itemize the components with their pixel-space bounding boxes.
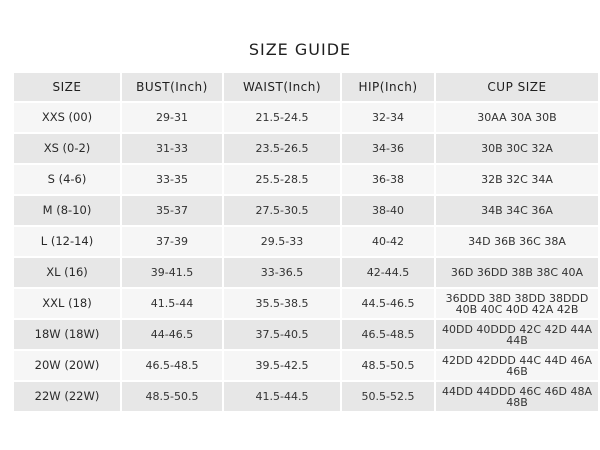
header-size: SIZE	[14, 73, 120, 101]
hip-cell: 48.5-50.5	[342, 351, 434, 380]
hip-cell: 38-40	[342, 196, 434, 225]
table-row	[14, 165, 598, 194]
size-cell: XXS (00)	[14, 103, 120, 132]
hip-cell: 40-42	[342, 227, 434, 256]
size-cell: XL (16)	[14, 258, 120, 287]
bust-cell: 33-35	[122, 165, 222, 194]
table-row	[14, 289, 598, 318]
table-row	[14, 258, 598, 287]
table-row	[14, 196, 598, 225]
size-cell: 22W (22W)	[14, 382, 120, 411]
header-bust: BUST(Inch)	[122, 73, 222, 101]
table-row	[14, 227, 598, 256]
waist-cell: 33-36.5	[224, 258, 340, 287]
cup-size-cell: 34D 36B 36C 38A	[436, 227, 598, 256]
size-cell: XS (0-2)	[14, 134, 120, 163]
hip-cell: 42-44.5	[342, 258, 434, 287]
hip-cell: 36-38	[342, 165, 434, 194]
bust-cell: 37-39	[122, 227, 222, 256]
table-row	[14, 320, 598, 349]
hip-cell: 50.5-52.5	[342, 382, 434, 411]
waist-cell: 21.5-24.5	[224, 103, 340, 132]
size-cell: M (8-10)	[14, 196, 120, 225]
cup-size-cell: 40DD 40DDD 42C 42D 44A 44B	[436, 320, 598, 349]
table-row	[14, 134, 598, 163]
waist-cell: 37.5-40.5	[224, 320, 340, 349]
size-cell: L (12-14)	[14, 227, 120, 256]
bust-cell: 35-37	[122, 196, 222, 225]
cup-size-cell: 30B 30C 32A	[436, 134, 598, 163]
header-waist: WAIST(Inch)	[224, 73, 340, 101]
table-row	[14, 351, 598, 380]
cup-size-cell: 42DD 42DDD 44C 44D 46A 46B	[436, 351, 598, 380]
size-cell: S (4-6)	[14, 165, 120, 194]
bust-cell: 46.5-48.5	[122, 351, 222, 380]
hip-cell: 46.5-48.5	[342, 320, 434, 349]
bust-cell: 48.5-50.5	[122, 382, 222, 411]
cup-size-cell: 32B 32C 34A	[436, 165, 598, 194]
waist-cell: 35.5-38.5	[224, 289, 340, 318]
header-hip: HIP(Inch)	[342, 73, 434, 101]
hip-cell: 44.5-46.5	[342, 289, 434, 318]
table-row	[14, 103, 598, 132]
cup-size-cell: 36DDD 38D 38DD 38DDD 40B 40C 40D 42A 42B	[436, 289, 598, 318]
cup-size-cell: 34B 34C 36A	[436, 196, 598, 225]
waist-cell: 39.5-42.5	[224, 351, 340, 380]
waist-cell: 23.5-26.5	[224, 134, 340, 163]
bust-cell: 39-41.5	[122, 258, 222, 287]
hip-cell: 34-36	[342, 134, 434, 163]
hip-cell: 32-34	[342, 103, 434, 132]
header-cup-size: CUP SIZE	[436, 73, 598, 101]
waist-cell: 29.5-33	[224, 227, 340, 256]
bust-cell: 44-46.5	[122, 320, 222, 349]
size-cell: XXL (18)	[14, 289, 120, 318]
cup-size-cell: 44DD 44DDD 46C 46D 48A 48B	[436, 382, 598, 411]
cup-size-cell: 36D 36DD 38B 38C 40A	[436, 258, 598, 287]
waist-cell: 27.5-30.5	[224, 196, 340, 225]
table-row	[14, 382, 598, 411]
size-table	[12, 71, 600, 413]
table-body	[14, 103, 598, 411]
bust-cell: 41.5-44	[122, 289, 222, 318]
waist-cell: 41.5-44.5	[224, 382, 340, 411]
bust-cell: 29-31	[122, 103, 222, 132]
page-title: SIZE GUIDE	[248, 40, 352, 59]
size-cell: 20W (20W)	[14, 351, 120, 380]
size-cell: 18W (18W)	[14, 320, 120, 349]
bust-cell: 31-33	[122, 134, 222, 163]
waist-cell: 25.5-28.5	[224, 165, 340, 194]
table-header-row	[14, 73, 598, 101]
cup-size-cell: 30AA 30A 30B	[436, 103, 598, 132]
